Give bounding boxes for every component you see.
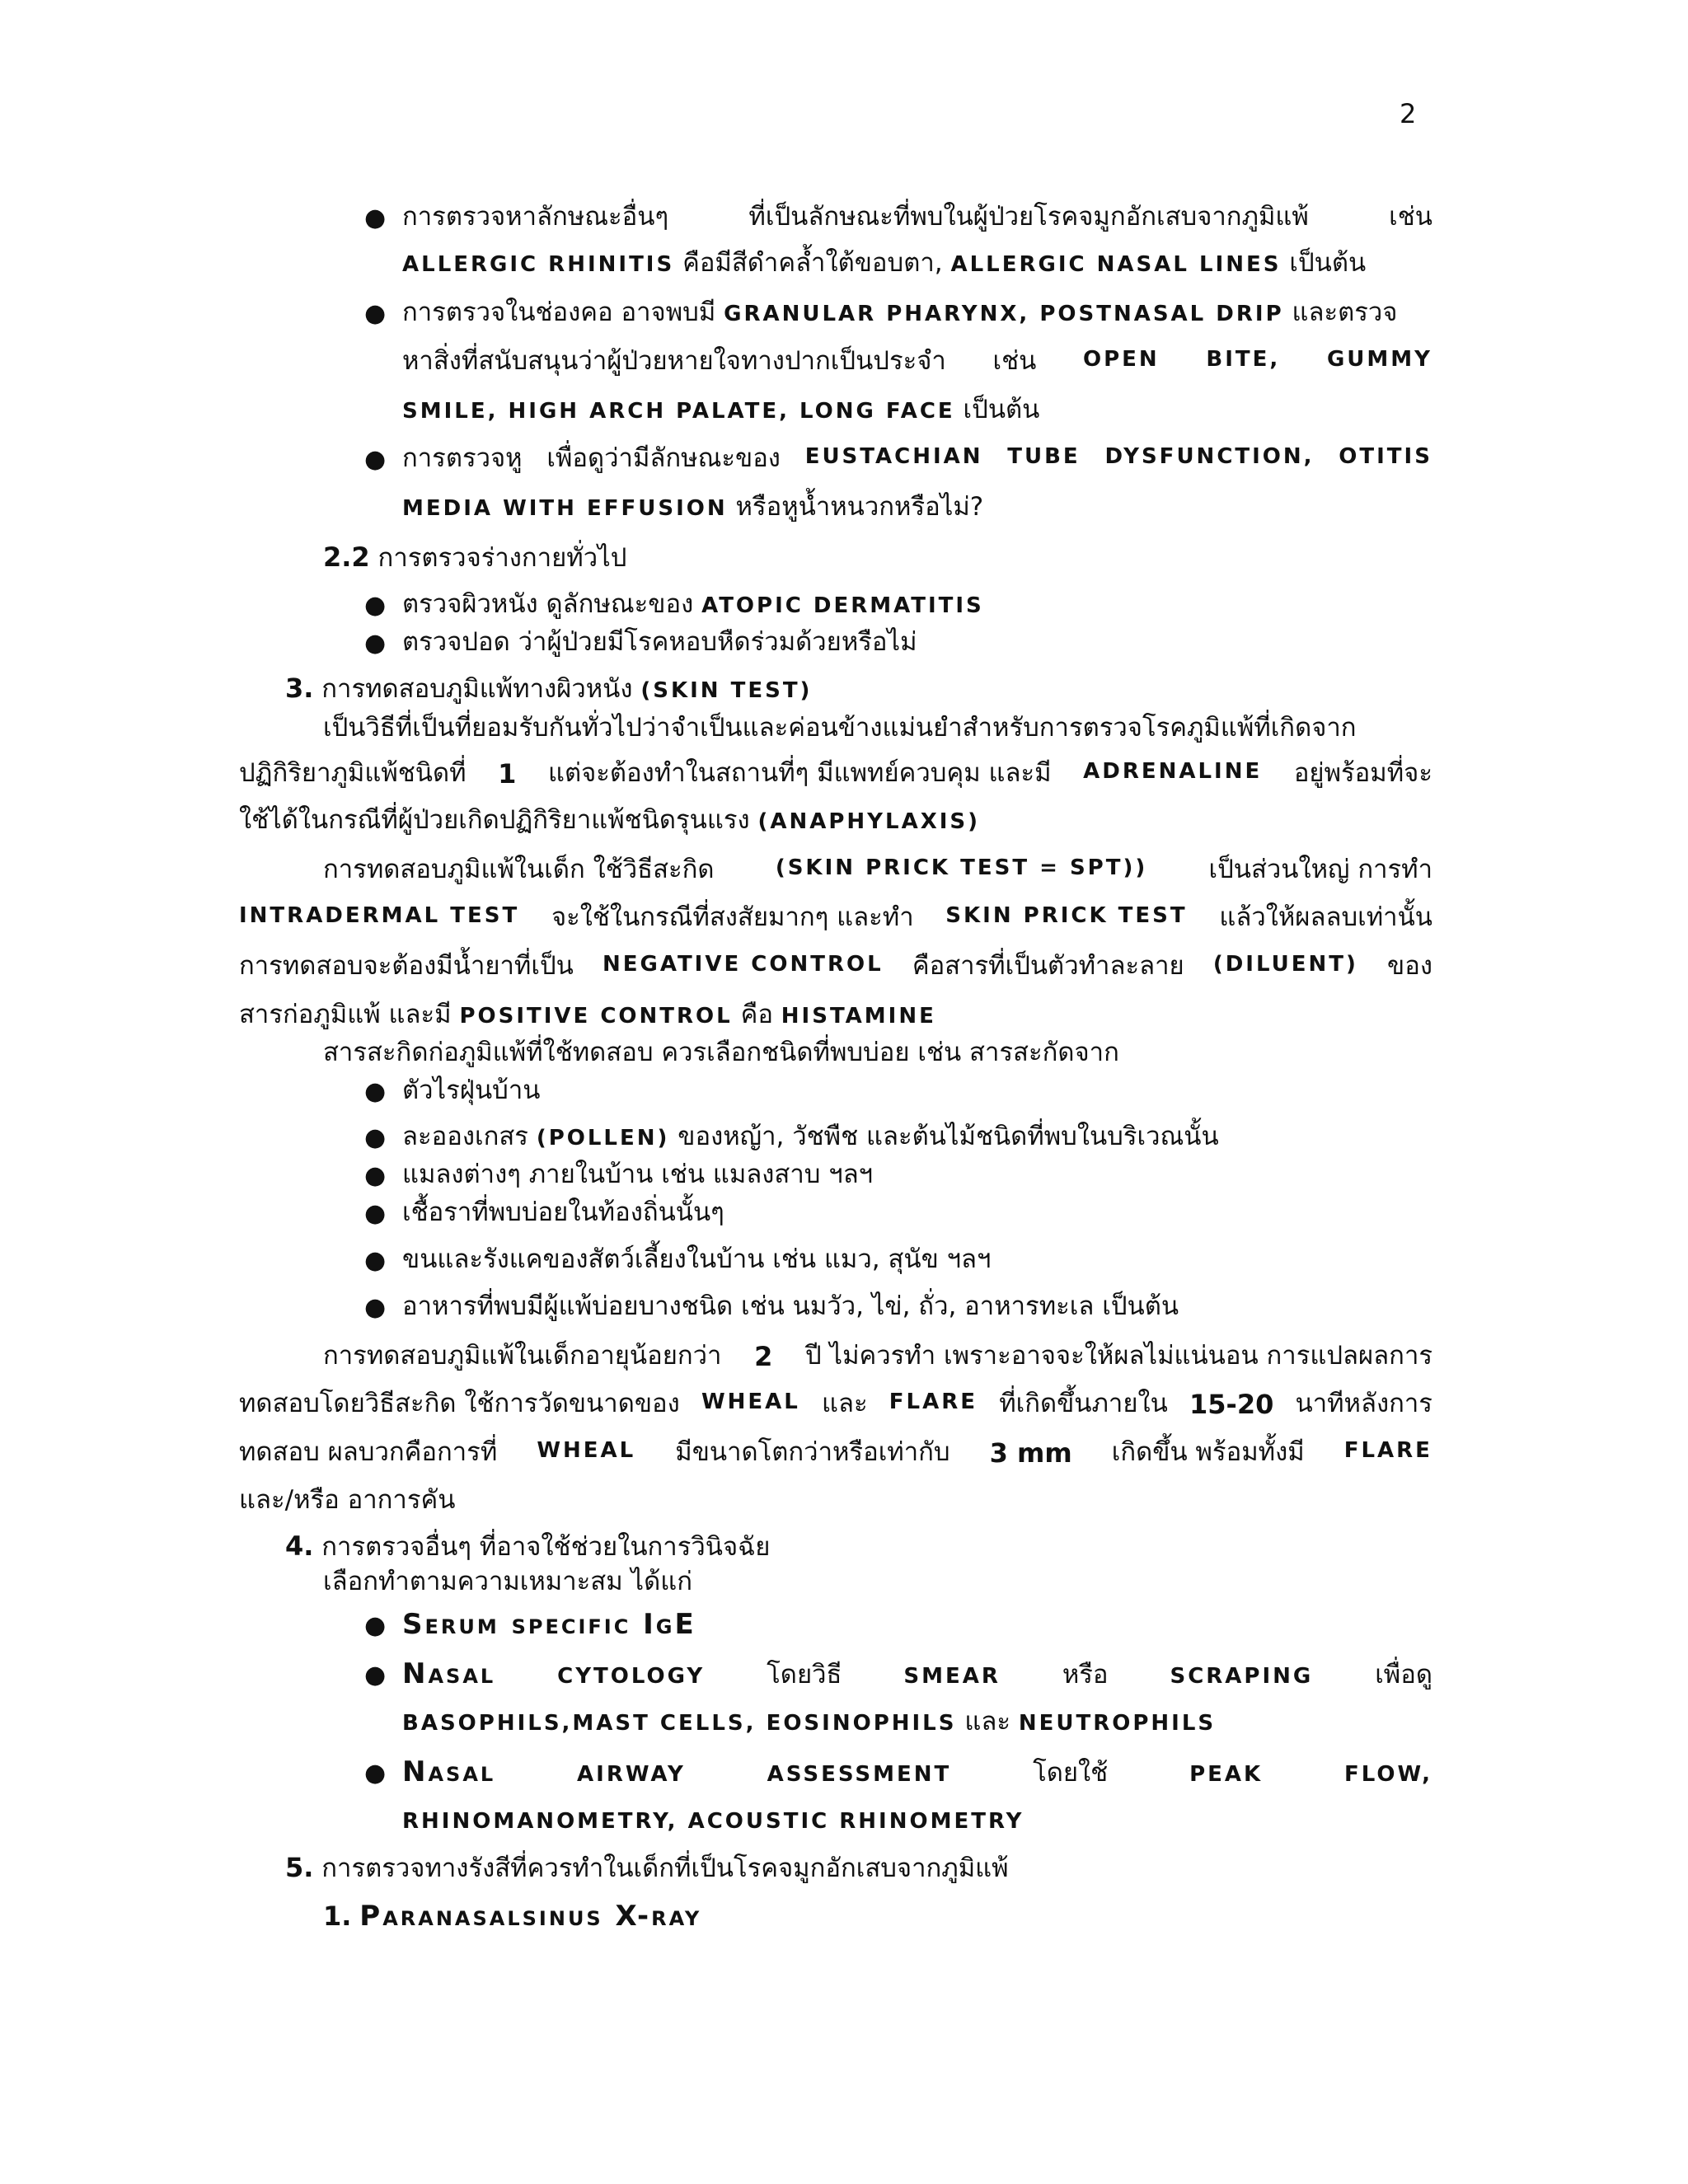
- term: WHEAL: [537, 1438, 636, 1463]
- paragraph-line: เป็นวิธีที่เป็นที่ยอมรับกันทั่วไปว่าจำเป็นและค่อนข้างแม่นยำสำหรับการตรวจโรคภูมิแพ้ที่เกิดจาก: [323, 713, 1357, 743]
- bullet-line: [402, 397, 1039, 423]
- section-number: 2.2: [323, 541, 370, 573]
- text: โดยใช้: [1033, 1758, 1109, 1788]
- section-title: การตรวจร่างกายทั่วไป: [377, 543, 627, 573]
- term: (POLLEN): [536, 1126, 670, 1151]
- term: (DILUENT): [1212, 952, 1358, 977]
- text: เช่น: [1389, 202, 1432, 232]
- number: 1: [498, 758, 517, 790]
- text: อยู่พร้อมที่จะ: [1293, 758, 1432, 788]
- paragraph-line: [239, 902, 1432, 932]
- paragraph-line: สารสะกิดก่อภูมิแพ้ที่ใช้ทดสอบ ควรเลือกชนิดที่พบบ่อย เช่น สารสะกัดจาก: [323, 1038, 1119, 1067]
- list-item: [402, 1608, 696, 1641]
- term: Nasal: [402, 1755, 496, 1788]
- bullet-icon: ●: [364, 1293, 387, 1322]
- text: จะใช้ในกรณีที่สงสัยมากๆ และทำ: [551, 902, 914, 932]
- text: และ: [822, 1389, 868, 1418]
- text: มีขนาดโตกว่าหรือเท่ากับ: [675, 1437, 950, 1467]
- bullet-icon: ●: [364, 1246, 387, 1275]
- section-number: 5.: [285, 1852, 314, 1883]
- bullet-icon: ●: [364, 1161, 387, 1190]
- text: และ: [964, 1707, 1010, 1736]
- section-number: 3.: [285, 673, 314, 704]
- subsection-heading: [323, 1900, 702, 1933]
- list-item: [402, 1124, 1219, 1150]
- text: ละอองเกสร: [402, 1122, 528, 1151]
- term: (ANAPHYLAXIS): [757, 809, 981, 834]
- section-heading: [285, 675, 812, 702]
- section-subtitle: เลือกทำตามความเหมาะสม ได้แก่: [323, 1567, 692, 1596]
- section-title: การตรวจอื่นๆ ที่อาจใช้ช่วยในการวินิจฉัย: [321, 1532, 771, 1562]
- text: หรือ: [1062, 1660, 1109, 1690]
- section-title: การตรวจทางรังสีที่ควรทำในเด็กที่เป็นโรคจมูกอักเสบจากภูมิแพ้: [321, 1854, 1009, 1883]
- paragraph-line: [239, 1002, 936, 1028]
- bullet-icon: ●: [364, 299, 387, 328]
- bullet-icon: ●: [364, 591, 387, 620]
- list-item: ขนและรังแคของสัตว์เลี้ยงในบ้าน เช่น แมว, สุนัข ฯลฯ: [402, 1244, 992, 1274]
- text: เป็นต้น: [963, 395, 1040, 424]
- text: คือ: [740, 1000, 773, 1029]
- term: GRANULAR PHARYNX, POSTNASAL DRIP: [724, 302, 1284, 326]
- term: BASOPHILS,MAST CELLS, EOSINOPHILS: [402, 1711, 957, 1736]
- term: SMEAR: [903, 1664, 1001, 1689]
- bullet-icon: ●: [364, 1759, 387, 1788]
- bullet-icon: ●: [364, 1611, 387, 1640]
- text: เพื่อดู: [1375, 1660, 1432, 1690]
- text: ตรวจผิวหนัง ดูลักษณะของ: [402, 589, 694, 619]
- number: 15-20: [1189, 1389, 1274, 1420]
- list-item: [402, 1807, 1024, 1833]
- list-item: [402, 1755, 1432, 1788]
- text: ของ: [1387, 951, 1432, 981]
- text: หรือหูน้ำหนวกหรือไม่?: [735, 492, 984, 522]
- term: ALLERGIC NASAL LINES: [950, 252, 1282, 277]
- term: FLARE: [889, 1390, 978, 1414]
- paragraph-line: [239, 1437, 1432, 1469]
- text: เพื่อดูว่ามีลักษณะของ: [546, 443, 781, 473]
- term: POSITIVE CONTROL: [459, 1004, 733, 1029]
- section-heading: [323, 541, 627, 573]
- term: Nasal: [402, 1657, 496, 1690]
- text: ปี ไม่ควรทำ เพราะอาจจะให้ผลไม่แน่นอน การแปลผลการ: [804, 1341, 1432, 1371]
- text: การทดสอบจะต้องมีน้ำยาที่เป็น: [239, 951, 574, 981]
- paragraph-line: [239, 805, 981, 835]
- text: เป็นต้น: [1289, 248, 1367, 278]
- term: HISTAMINE: [781, 1004, 936, 1029]
- bullet-icon: ●: [364, 1077, 387, 1106]
- section-heading: [285, 1530, 771, 1562]
- section-heading: [285, 1854, 1009, 1882]
- term: SMILE, HIGH ARCH PALATE, LONG FACE: [402, 399, 955, 424]
- section-title: การทดสอบภูมิแพ้ทางผิวหนัง: [321, 674, 633, 704]
- bullet-icon: ●: [364, 445, 387, 474]
- bullet-icon: ●: [364, 629, 387, 658]
- term: BITE,: [1206, 347, 1281, 372]
- page-number: 2: [1400, 98, 1417, 129]
- bullet-line: [402, 346, 1432, 376]
- text: การตรวจหู: [402, 443, 523, 473]
- text: การทดสอบภูมิแพ้ในเด็ก ใช้วิธีสะกิด: [323, 855, 715, 884]
- text: และตรวจ: [1292, 298, 1398, 327]
- bullet-line: [402, 627, 917, 657]
- text: หาสิ่งที่สนับสนุนว่าผู้ป่วยหายใจทางปากเป็นประจำ: [402, 346, 946, 376]
- text: สารก่อภูมิแพ้ และมี: [239, 1000, 452, 1029]
- paragraph-line: [239, 758, 1432, 790]
- term: FLARE: [1343, 1438, 1432, 1463]
- term: Serum specific IgE: [402, 1608, 696, 1641]
- text: แต่จะต้องทำในสถานที่ๆ มีแพทย์ควบคุม และมี: [547, 758, 1052, 788]
- term: (SKIN TEST): [640, 678, 813, 703]
- bullet-line: [402, 443, 1432, 473]
- bullet-icon: ●: [364, 1199, 387, 1228]
- list-item: ตัวไรฝุ่นบ้าน: [402, 1076, 541, 1105]
- text: ทดสอบโดยวิธีสะกิด ใช้การวัดขนาดของ: [239, 1389, 680, 1418]
- text: ปฏิกิริยาภูมิแพ้ชนิดที่: [239, 758, 467, 788]
- section-number: 1.: [323, 1900, 352, 1932]
- text: ที่เป็นลักษณะที่พบในผู้ป่วยโรคจมูกอักเสบจากภูมิแพ้: [748, 202, 1309, 232]
- bullet-icon: ●: [364, 1123, 387, 1152]
- term: OTITIS: [1339, 444, 1432, 469]
- text: ใช้ได้ในกรณีที่ผู้ป่วยเกิดปฏิกิริยาแพ้ชนิดรุนแรง: [239, 805, 750, 835]
- text: เช่น: [992, 346, 1037, 376]
- number: 2: [754, 1341, 773, 1372]
- paragraph-line: [239, 1391, 1432, 1418]
- term: OPEN: [1083, 347, 1160, 372]
- term: INTRADERMAL TEST: [239, 903, 520, 928]
- term: RHINOMANOMETRY, ACOUSTIC RHINOMETRY: [402, 1809, 1025, 1834]
- list-item: เชื้อราที่พบบ่อยในท้องถิ่นนั้นๆ: [402, 1197, 724, 1227]
- list-item: อาหารที่พบมีผู้แพ้บ่อยบางชนิด เช่น นมวัว, ไข่, ถั่ว, อาหารทะเล เป็นต้น: [402, 1291, 1179, 1321]
- list-item: [402, 1657, 1432, 1690]
- term: PEAK: [1189, 1762, 1264, 1787]
- paragraph-line: [239, 951, 1432, 981]
- text: ของหญ้า, วัชพืช และต้นไม้ชนิดที่พบในบริเวณนั้น: [678, 1122, 1219, 1151]
- text: เกิดขึ้น พร้อมทั้งมี: [1111, 1437, 1305, 1467]
- term: AIRWAY: [577, 1762, 686, 1787]
- bullet-line: [402, 204, 1432, 230]
- term: ASSESSMENT: [767, 1762, 952, 1787]
- list-item: แมลงต่างๆ ภายในบ้าน เช่น แมลงสาบ ฯลฯ: [402, 1160, 874, 1189]
- term: SKIN PRICK TEST: [945, 903, 1188, 928]
- text: เป็นส่วนใหญ่ การทำ: [1208, 855, 1432, 884]
- text: การตรวจหาลักษณะอื่นๆ: [402, 202, 669, 232]
- term: SCRAPING: [1170, 1664, 1314, 1689]
- term: EUSTACHIAN: [804, 444, 983, 469]
- text: คือมีสีดำคล้ำใต้ขอบตา,: [682, 248, 943, 278]
- term: ATOPIC DERMATITIS: [701, 593, 984, 618]
- term: GUMMY: [1326, 347, 1432, 372]
- bullet-icon: ●: [364, 204, 387, 232]
- number: 3 mm: [989, 1437, 1072, 1469]
- list-item: [402, 1709, 1216, 1735]
- bullet-line: [402, 300, 1397, 326]
- term: NEGATIVE CONTROL: [602, 952, 884, 977]
- bullet-icon: ●: [364, 1661, 387, 1690]
- paragraph-line: [323, 857, 1432, 883]
- term: FLOW,: [1344, 1762, 1432, 1787]
- term: NEUTROPHILS: [1018, 1711, 1217, 1736]
- bullet-line: [402, 248, 1367, 278]
- text: แล้วให้ผลลบเท่านั้น: [1219, 902, 1432, 932]
- text: ทดสอบ ผลบวกคือการที่: [239, 1437, 498, 1467]
- bullet-line: [402, 494, 983, 520]
- text: ที่เกิดขึ้นภายใน: [999, 1389, 1168, 1418]
- paragraph-line: [323, 1343, 1432, 1370]
- paragraph-line: และ/หรือ อาการคัน: [239, 1485, 456, 1515]
- term: MEDIA WITH EFFUSION: [402, 496, 728, 521]
- text: คือสารที่เป็นตัวทำละลาย: [912, 951, 1184, 981]
- text: การทดสอบภูมิแพ้ในเด็กอายุน้อยกว่า: [323, 1341, 722, 1371]
- term: (SKIN PRICK TEST = SPT)): [775, 855, 1148, 880]
- text: ตรวจปอด ว่าผู้ป่วยมีโรคหอบหืดร่วมด้วยหรือไม่: [402, 627, 917, 657]
- section-title: Paranasalsinus X-ray: [359, 1900, 702, 1933]
- term: TUBE: [1007, 444, 1081, 469]
- text: โดยวิธี: [767, 1660, 842, 1690]
- term: DYSFUNCTION,: [1104, 444, 1315, 469]
- text: นาทีหลังการ: [1295, 1389, 1432, 1418]
- term: CYTOLOGY: [557, 1664, 706, 1689]
- term: ALLERGIC RHINITIS: [402, 252, 675, 277]
- term: WHEAL: [701, 1390, 800, 1414]
- section-number: 4.: [285, 1530, 314, 1562]
- text: การตรวจในช่องคอ อาจพบมี: [402, 298, 716, 327]
- bullet-line: [402, 589, 984, 619]
- term: ADRENALINE: [1083, 759, 1263, 784]
